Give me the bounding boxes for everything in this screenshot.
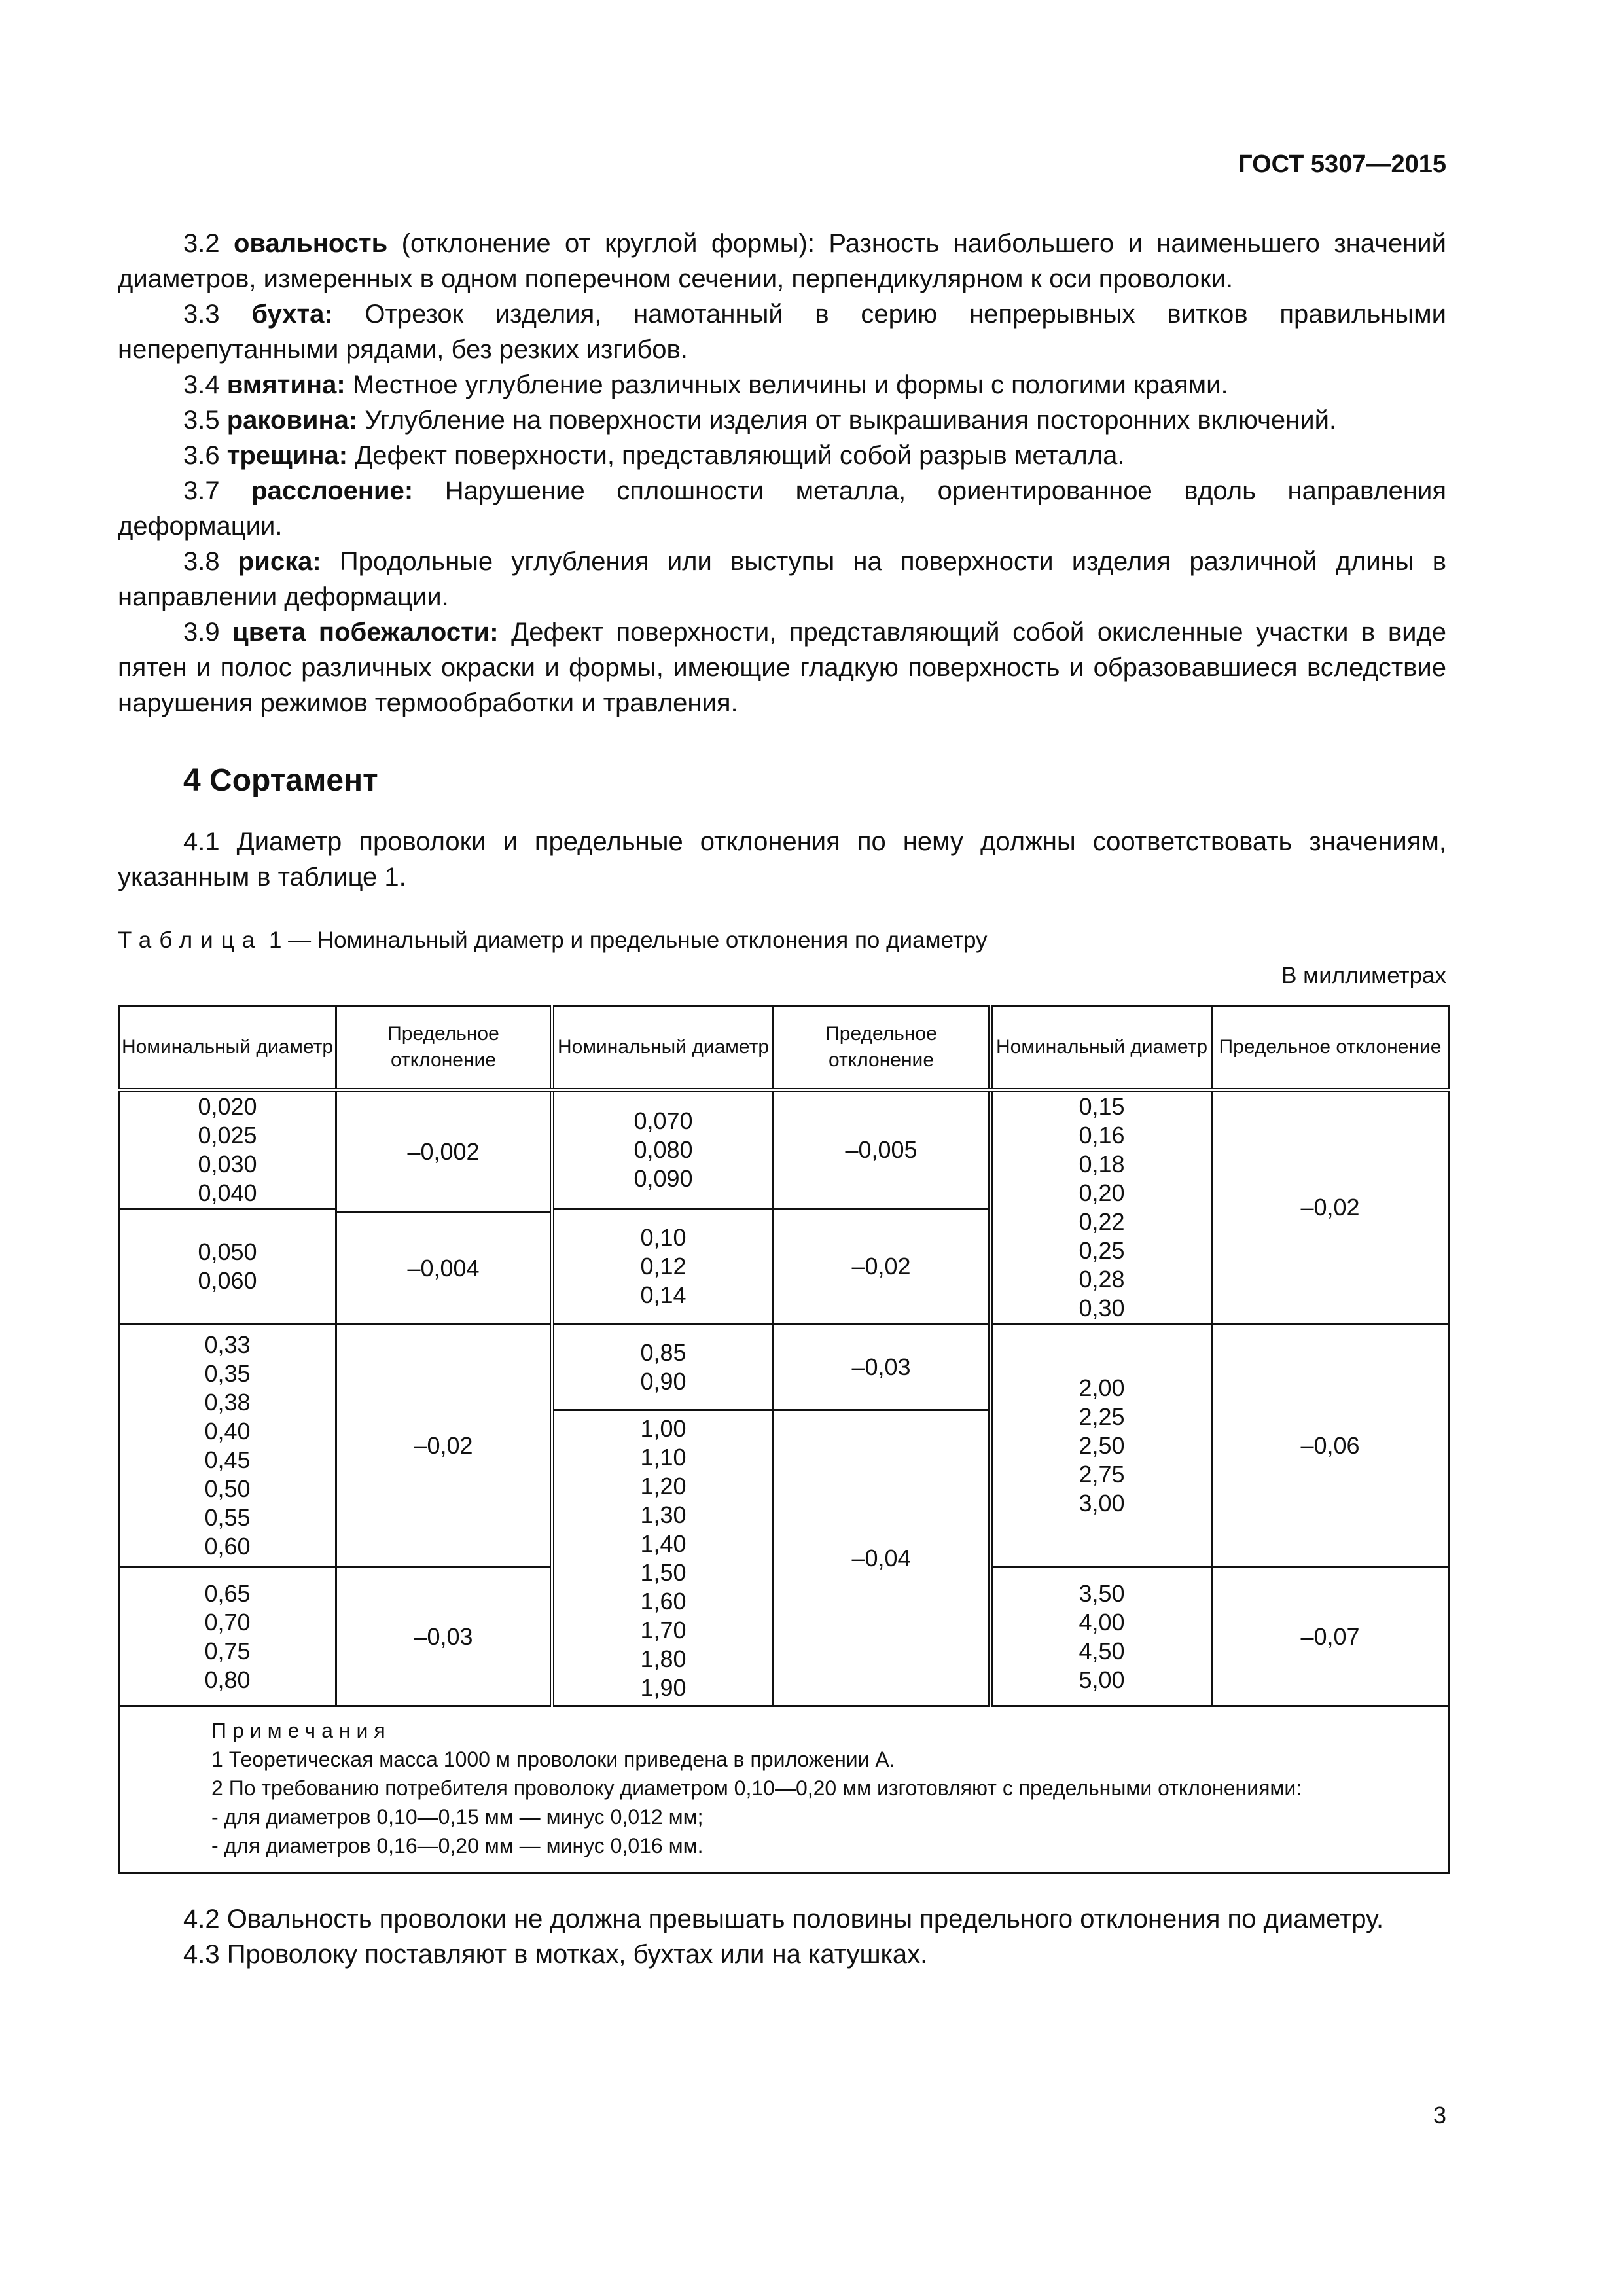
diameter-cell — [991, 1568, 1212, 1706]
col-header-nominal-2: Номинальный диаметр — [552, 1006, 774, 1090]
diameter-cell — [991, 1090, 1212, 1324]
page-number: 3 — [1433, 2102, 1446, 2128]
tolerance-cell: –0,03 — [336, 1568, 552, 1706]
paragraph-4-1: 4.1 Диаметр проволоки и предельные отклонения по нему должны соответствовать значениям, указанным в таблице 1. — [118, 827, 1446, 891]
diameter-values: 0,85 0,90 — [640, 1338, 687, 1395]
definition-text: (отклонение от круглой формы): Разность наибольшего и наименьшего значений диаметров, измеренных в одном поперечном сечении, перпендикулярном к оси проволоки. — [118, 229, 1446, 293]
diameter-cell — [119, 1568, 336, 1706]
col-header-deviation-1: Предельное отклонение — [336, 1006, 552, 1090]
definition-term: раковина: — [226, 406, 358, 435]
definition-number: 3.6 — [183, 441, 220, 470]
table-notes — [119, 1706, 1449, 1873]
diameter-cell — [552, 1209, 774, 1324]
diameter-cell — [552, 1090, 774, 1209]
diameter-values: 3,50 4,00 4,50 5,00 — [1079, 1579, 1125, 1693]
table-row — [119, 1324, 1449, 1410]
definition-text: Продольные углубления или выступы на поверхности изделия различной длины в направлении деформации. — [118, 547, 1446, 611]
tolerance-cell: –0,02 — [774, 1209, 991, 1324]
col-header-deviation-2: Предельное отклонение — [774, 1006, 991, 1090]
definition-3-5 — [118, 403, 1446, 438]
tolerance-cell: –0,02 — [1212, 1090, 1449, 1324]
tolerance-cell: –0,004 — [336, 1213, 552, 1324]
table-caption-word: Таблица — [118, 927, 263, 953]
diameter-values: 0,65 0,70 0,75 0,80 — [204, 1579, 251, 1693]
diameter-cell — [991, 1324, 1212, 1568]
note-1: 1 Теоретическая масса 1000 м проволоки приведена в приложении А. — [211, 1748, 895, 1771]
table-header-row — [119, 1006, 1449, 1090]
tolerance-cell: –0,02 — [336, 1324, 552, 1568]
definition-3-6 — [118, 438, 1446, 473]
diameter-cell — [119, 1090, 336, 1209]
table-row — [119, 1090, 1449, 1209]
tolerance-cell: –0,03 — [774, 1324, 991, 1410]
diameter-values: 0,15 0,16 0,18 0,20 0,22 0,25 0,28 0,30 — [1079, 1093, 1125, 1321]
definition-3-2 — [118, 226, 1446, 296]
section-title: 4 Сортамент — [183, 763, 378, 798]
diameter-cell — [119, 1324, 336, 1568]
definition-text: Углубление на поверхности изделия от выкрашивания посторонних включений. — [357, 406, 1337, 435]
table-units: В миллиметрах — [1281, 963, 1446, 988]
diameter-values: 0,33 0,35 0,38 0,40 0,45 0,50 0,55 0,60 — [204, 1331, 251, 1560]
table-caption-text: 1 — Номинальный диаметр и предельные отклонения по диаметру — [268, 927, 988, 953]
diameter-cell — [552, 1410, 774, 1706]
definition-term: овальность — [234, 229, 388, 258]
definition-3-3 — [118, 296, 1446, 367]
document-id-header: ГОСТ 5307—2015 — [1238, 151, 1446, 178]
definition-term: бухта: — [251, 300, 333, 329]
definition-term: риска: — [238, 547, 321, 576]
closing-paragraphs — [118, 1901, 1446, 1972]
definition-3-9 — [118, 615, 1446, 721]
diameter-values: 0,070 0,080 0,090 — [633, 1107, 693, 1192]
definition-3-8 — [118, 544, 1446, 615]
col-header-nominal-1: Номинальный диаметр — [119, 1006, 336, 1090]
assortment-table — [118, 1005, 1450, 1874]
paragraph-4-3: 4.3 Проволоку поставляют в мотках, бухтах или на катушках. — [183, 1940, 928, 1969]
definition-number: 3.9 — [183, 618, 220, 647]
diameter-values: 0,050 0,060 — [198, 1238, 257, 1294]
diameter-values: 0,020 0,025 0,030 0,040 — [198, 1093, 257, 1206]
table-caption — [118, 926, 1446, 955]
definition-text: Дефект поверхности, представляющий собой разрыв металла. — [348, 441, 1125, 470]
diameter-cell — [119, 1209, 336, 1324]
paragraph-4-2: 4.2 Овальность проволоки не должна превышать половины предельного отклонения по диаметру. — [183, 1905, 1384, 1933]
table-notes-row — [119, 1706, 1449, 1873]
diameter-values: 0,10 0,12 0,14 — [640, 1223, 687, 1308]
definition-term: вмятина: — [226, 370, 346, 399]
definition-number: 3.5 — [183, 406, 220, 435]
definition-number: 3.4 — [183, 370, 220, 399]
definition-number: 3.8 — [183, 547, 220, 576]
definition-number: 3.2 — [183, 229, 220, 258]
definition-number: 3.3 — [183, 300, 220, 329]
definition-text: Нарушение сплошности металла, ориентированное вдоль направления деформации. — [118, 476, 1446, 541]
definition-number: 3.7 — [183, 476, 220, 505]
tolerance-cell: –0,07 — [1212, 1568, 1449, 1706]
note-2: 2 По требованию потребителя проволоку диаметром 0,10—0,20 мм изготовляют с предельными отклонениями: — [211, 1776, 1302, 1800]
diameter-values: 2,00 2,25 2,50 2,75 3,00 — [1079, 1374, 1125, 1516]
definition-text: Местное углубление различных величины и формы с пологими краями. — [345, 370, 1228, 399]
notes-title: Примечания — [211, 1719, 391, 1742]
definition-3-7 — [118, 473, 1446, 544]
diameter-values: 1,00 1,10 1,20 1,30 1,40 1,50 1,60 1,70 1,80 1,90 — [640, 1414, 687, 1701]
definition-text: Отрезок изделия, намотанный в серию непрерывных витков правильными неперепутанными рядами, без резких изгибов. — [118, 300, 1446, 364]
tolerance-cell: –0,04 — [774, 1410, 991, 1706]
col-header-nominal-3: Номинальный диаметр — [991, 1006, 1212, 1090]
tolerance-cell: –0,002 — [336, 1090, 552, 1213]
definition-3-4 — [118, 367, 1446, 403]
note-2-item-2: - для диаметров 0,16—0,20 мм — минус 0,016 мм. — [211, 1834, 704, 1857]
col-header-deviation-3: Предельное отклонение — [1212, 1006, 1449, 1090]
definition-term: цвета побежалости: — [232, 618, 499, 647]
definition-term: расслоение: — [251, 476, 414, 505]
note-2-item-1: - для диаметров 0,10—0,15 мм — минус 0,012 мм; — [211, 1805, 704, 1829]
definition-text: Дефект поверхности, представляющий собой окисленные участки в виде пятен и полос различных окраски и формы, имеющие гладкую поверхность и образовавшиеся вследствие нарушения режимов термообработки и травления. — [118, 618, 1446, 717]
tolerance-cell: –0,005 — [774, 1090, 991, 1209]
diameter-cell — [552, 1324, 774, 1410]
tolerance-cell: –0,06 — [1212, 1324, 1449, 1568]
definition-term: трещина: — [226, 441, 348, 470]
main-text — [118, 226, 1446, 1972]
